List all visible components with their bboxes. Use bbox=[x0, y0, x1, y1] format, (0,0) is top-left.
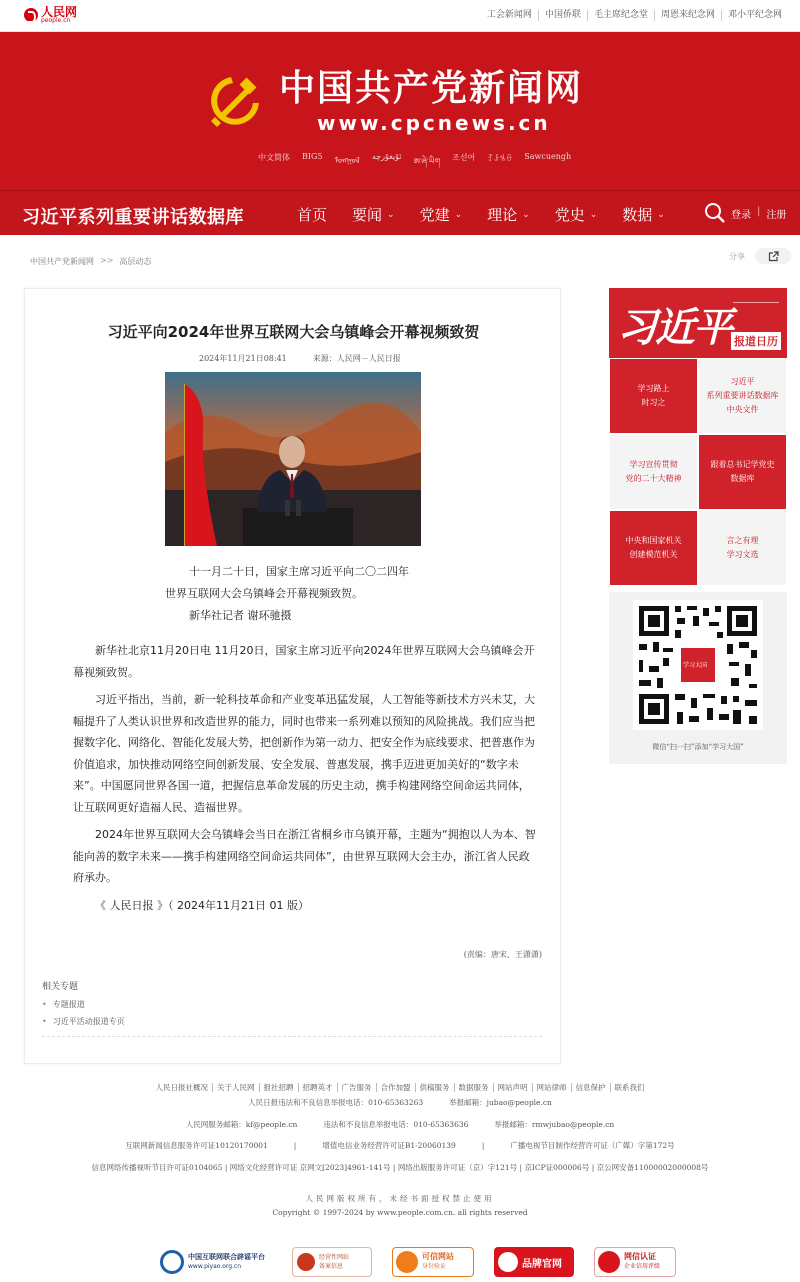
search-icon[interactable] bbox=[704, 202, 726, 224]
sidebar-tile[interactable] bbox=[698, 510, 787, 586]
sidebar-tile[interactable] bbox=[698, 434, 787, 510]
tile-line: 时习之 bbox=[641, 398, 666, 407]
nav-item-label: 首页 bbox=[297, 206, 328, 224]
share-area bbox=[729, 248, 791, 264]
rumor-platform-badge[interactable] bbox=[160, 1247, 272, 1277]
footer-link[interactable]: 联系我们 bbox=[610, 1083, 649, 1092]
tile-line: 中央和国家机关 bbox=[625, 536, 682, 545]
copyright-notice: 人民网版权所有，未经书面授权禁止使用 bbox=[305, 1194, 495, 1203]
language-link[interactable]: Sawcuengh bbox=[524, 152, 572, 161]
license[interactable]: 增值电信业务经营许可证B1-20060139 bbox=[322, 1141, 456, 1150]
breadcrumb bbox=[30, 256, 151, 267]
article-paragraph: 新华社北京11月20日电 11月20日，国家主席习近平向2024年世界互联网大会乌镇峰会开幕视频致贺。 bbox=[73, 644, 535, 679]
qr-center-label: 学习大国 bbox=[683, 662, 708, 669]
people-logo-icon bbox=[24, 8, 38, 22]
breadcrumb-section[interactable]: 高层动态 bbox=[119, 257, 152, 266]
footer-link[interactable]: 信息保护 bbox=[571, 1083, 610, 1092]
footer-link[interactable]: 合作加盟 bbox=[376, 1083, 415, 1092]
report-phone: 人民日报违法和不良信息举报电话：010-65363263 bbox=[248, 1098, 424, 1107]
cyber-cert-icon bbox=[598, 1251, 620, 1273]
nav-item-label: 理论 bbox=[487, 206, 518, 224]
site-footer bbox=[0, 1078, 800, 1220]
nav-item-label: 要闻 bbox=[352, 206, 383, 224]
nav-item-label: 党史 bbox=[554, 206, 585, 224]
tile-line: 学习路上 bbox=[637, 384, 670, 393]
language-link[interactable]: BIG5 bbox=[302, 152, 323, 161]
language-link[interactable]: ꆈꌠꁱꂷ bbox=[487, 154, 513, 163]
register-link[interactable]: 注册 bbox=[766, 210, 787, 221]
sidebar-tile[interactable] bbox=[609, 434, 698, 510]
footer-link[interactable]: 供稿服务 bbox=[415, 1083, 454, 1092]
tile-line: 系列重要讲话数据库 bbox=[706, 391, 779, 400]
article-paragraph: 2024年世界互联网大会乌镇峰会当日在浙江省桐乡市乌镇开幕，主题为“拥抱以人为本、智能向善的数字未来——携手构建网络空间命运共同体”，由世界互联网大会主办，浙江省人民政府承办。 bbox=[73, 828, 536, 884]
copyright-line: Copyright © 1997-2024 by www.people.com.cn. all rights reserved bbox=[272, 1208, 528, 1217]
article-reference: 《 人民日报 》（ 2024年11月21日 01 版） bbox=[95, 898, 309, 912]
banner-decoration bbox=[733, 302, 779, 328]
trusted-site-icon bbox=[396, 1251, 418, 1273]
license[interactable]: 京ICP证000006号 bbox=[524, 1162, 590, 1172]
footer-link[interactable]: 广告服务 bbox=[337, 1083, 376, 1092]
related-link[interactable]: • 习近平活动报道专页 bbox=[42, 1013, 542, 1030]
sidebar-tile[interactable] bbox=[609, 358, 698, 434]
qr-code-box bbox=[609, 592, 787, 764]
language-link[interactable]: ཨ་ཞེ་ཡིག bbox=[413, 157, 441, 166]
tile-line: 党的二十大精神 bbox=[625, 474, 682, 483]
badge-text: 中国互联网联合辟谣平台 bbox=[188, 1253, 265, 1261]
sidebar-grid bbox=[609, 358, 787, 586]
language-link[interactable]: ᠮᠣᠩᠭᠣᠯ bbox=[334, 156, 360, 165]
brand-site-badge[interactable] bbox=[494, 1247, 574, 1277]
article-title: 习近平向2024年世界互联网大会乌镇峰会开幕视频致贺 bbox=[107, 323, 480, 341]
people-logo-domain: people.cn bbox=[41, 17, 71, 24]
site-banner bbox=[0, 32, 800, 190]
service-email[interactable]: 人民网服务邮箱：kf@people.cn bbox=[185, 1119, 298, 1129]
article-date: 2024年11月21日08:41 bbox=[199, 354, 287, 363]
badge-text: 经营性网站 bbox=[319, 1254, 350, 1261]
footer-license-line: 信息网络传播视听节目许可证0104065 | 网络文化经营许可证 京网文[2023]4961-141号 | 网络出版服务许可证（京）字121号 | 京ICP证000006号 | 京公网安备11000002000008号 bbox=[91, 1162, 709, 1172]
license[interactable]: 互联网新闻信息服务许可证10120170001 bbox=[125, 1141, 268, 1150]
cyber-cert-badge[interactable] bbox=[594, 1247, 676, 1277]
share-icon bbox=[768, 251, 779, 262]
footer-report-line bbox=[0, 1092, 800, 1114]
site-title[interactable]: 中国共产党新闻网 bbox=[279, 68, 584, 109]
footer-service-line bbox=[0, 1114, 800, 1136]
top-link[interactable]: 工会新闻网 bbox=[486, 10, 532, 20]
tile-line: 数据库 bbox=[730, 474, 755, 483]
share-button[interactable] bbox=[755, 248, 791, 264]
top-link[interactable]: 中国侨联 bbox=[538, 10, 587, 21]
article-body bbox=[73, 640, 539, 922]
top-links bbox=[481, 10, 788, 21]
banner-calligraphy: 习近平 bbox=[617, 304, 731, 351]
article-meta bbox=[199, 353, 401, 364]
database-title[interactable]: 习近平系列重要讲话数据库 bbox=[22, 207, 244, 228]
party-emblem-icon bbox=[205, 69, 265, 129]
nav-item-party-building[interactable] bbox=[420, 204, 463, 225]
login-link[interactable]: 登录 bbox=[731, 210, 751, 221]
badge-text: 身份验证 bbox=[422, 1263, 447, 1270]
police-shield-icon bbox=[297, 1253, 315, 1271]
nav-item-news[interactable] bbox=[352, 204, 395, 225]
chevron-down-icon: ⌄ bbox=[387, 209, 395, 220]
qr-code[interactable] bbox=[633, 600, 763, 730]
footer-link[interactable]: 网站律师 bbox=[532, 1083, 571, 1092]
nav-item-party-history[interactable] bbox=[555, 204, 598, 225]
related-topics bbox=[42, 979, 542, 1037]
business-site-badge[interactable] bbox=[292, 1247, 372, 1277]
language-link[interactable]: 조선어 bbox=[452, 153, 476, 162]
report-phone-2: 违法和不良信息举报电话：010-65363636 bbox=[323, 1119, 469, 1129]
language-switcher bbox=[258, 152, 583, 175]
language-link[interactable]: 中文简体 bbox=[258, 153, 290, 162]
report-email-2[interactable]: 举报邮箱：rmwjubao@people.cn bbox=[494, 1119, 615, 1129]
license[interactable]: 京公网安备11000002000008号 bbox=[596, 1162, 709, 1172]
qr-caption: 微信“扫一扫”添加“学习大国” bbox=[652, 743, 744, 751]
badge-url: www.piyao.org.cn bbox=[188, 1263, 242, 1270]
article-source[interactable]: 来源：人民网－人民日报 bbox=[312, 354, 401, 363]
footer-link[interactable]: 招聘英才 bbox=[298, 1083, 337, 1092]
license[interactable]: 信息网络传播视听节目许可证0104065 bbox=[91, 1162, 223, 1172]
nav-item-data[interactable] bbox=[622, 204, 665, 225]
footer-links bbox=[0, 1078, 800, 1092]
footer-link[interactable]: 数据服务 bbox=[454, 1083, 493, 1092]
tile-line: 言之有理 bbox=[726, 536, 759, 545]
rumor-platform-icon bbox=[160, 1250, 184, 1274]
share-label: 分享 bbox=[729, 251, 745, 261]
site-url: www.cpcnews.cn bbox=[317, 111, 551, 135]
related-title: 相关专题 bbox=[42, 982, 79, 992]
chevron-down-icon: ⌄ bbox=[657, 209, 665, 220]
badge-text: 可信网站 bbox=[422, 1252, 454, 1261]
sidebar-tile[interactable] bbox=[698, 358, 787, 434]
nav-item-theory[interactable] bbox=[487, 204, 530, 225]
top-link[interactable]: 毛主席纪念堂 bbox=[587, 10, 654, 21]
chevron-down-icon: ⌄ bbox=[522, 209, 530, 220]
caption-line: 世界互联网大会乌镇峰会开幕视频致贺。 bbox=[165, 587, 363, 600]
people-logo[interactable] bbox=[24, 6, 77, 24]
badge-text: 品牌官网 bbox=[522, 1258, 562, 1270]
certified-seal-icon bbox=[498, 1252, 518, 1272]
tile-line: 习近平 bbox=[730, 377, 755, 386]
tile-line: 创建模范机关 bbox=[629, 550, 678, 559]
chevron-down-icon: ⌄ bbox=[589, 209, 598, 220]
license[interactable]: 网络出版服务许可证（京）字121号 bbox=[397, 1162, 518, 1172]
breadcrumb-home[interactable]: 中国共产党新闻网 bbox=[30, 257, 94, 266]
photo-caption bbox=[165, 561, 435, 627]
tile-line: 学习文选 bbox=[726, 550, 759, 559]
chevron-down-icon: ⌄ bbox=[454, 209, 463, 220]
license[interactable]: 广播电视节目制作经营许可证（广媒）字第172号 bbox=[510, 1141, 675, 1150]
caption-line: 十一月二十日，国家主席习近平向二〇二四年 bbox=[189, 565, 409, 578]
article-box bbox=[24, 288, 561, 1064]
top-link[interactable]: 邓小平纪念网 bbox=[721, 10, 788, 21]
footer-link[interactable]: 关于人民网 bbox=[212, 1083, 259, 1092]
caption-credit: 新华社记者 谢环驰摄 bbox=[189, 609, 292, 622]
footer-link[interactable]: 人民日报社概况 bbox=[155, 1083, 208, 1092]
nav-item-home[interactable] bbox=[297, 204, 327, 225]
tile-line: 中央文件 bbox=[726, 405, 759, 414]
article-editor: (责编：唐宋、王潇潇) bbox=[463, 950, 542, 959]
top-bar bbox=[0, 0, 800, 32]
top-link[interactable]: 周恩来纪念网 bbox=[654, 10, 721, 21]
sidebar-tile[interactable] bbox=[609, 510, 698, 586]
trusted-site-badge[interactable] bbox=[392, 1247, 474, 1277]
badge-text: 企业信用评级 bbox=[624, 1263, 661, 1270]
report-email[interactable]: 举报邮箱：jubao@people.cn bbox=[449, 1098, 552, 1107]
main-nav bbox=[0, 190, 800, 235]
trust-badges bbox=[160, 1247, 696, 1277]
footer-link[interactable]: 网站声明 bbox=[493, 1083, 532, 1092]
tile-line: 跟着总书记学党史 bbox=[710, 460, 775, 469]
badge-text: 备案信息 bbox=[319, 1263, 344, 1270]
footer-license-line: 互联网新闻信息服务许可证10120170001 | 增值电信业务经营许可证B1-20060139 | 广播电视节目制作经营许可证（广媒）字第172号 bbox=[125, 1141, 675, 1150]
breadcrumb-separator: >> bbox=[100, 256, 114, 265]
report-calendar-banner[interactable] bbox=[609, 288, 787, 358]
nav-item-label: 数据 bbox=[622, 206, 653, 224]
article-photo bbox=[165, 372, 421, 546]
badge-text: 网信认证 bbox=[624, 1252, 656, 1261]
banner-tag: 报道日历 bbox=[731, 332, 781, 350]
language-link[interactable]: ئۇيغۇرچە bbox=[371, 152, 402, 161]
related-link[interactable]: • 专题报道 bbox=[42, 996, 542, 1013]
people-logo-text: 人民网 bbox=[41, 5, 78, 19]
divider: | bbox=[757, 206, 761, 217]
article-paragraph: 习近平指出，当前，新一轮科技革命和产业变革迅猛发展，人工智能等新技术方兴未艾，大幅提升了人类认识世界和改造世界的能力，同时也带来一系列难以预知的风险挑战。我们应当把握数字化、网络化、智能化发展大势，把创新作为第一动力、把安全作为底线要求、把普惠作为价值追求，加快推动网络空间创新发展、安全发展、普惠发展，携手迈进更加美好的“数字未来”。中国愿同世界各国一道，把握信息革命发展的历史主动，携手构建网络空间命运共同体，让互联网更好造福人民、造福世界。 bbox=[73, 693, 535, 814]
tile-line: 学习宣传贯彻 bbox=[629, 460, 678, 469]
license[interactable]: 网络文化经营许可证 京网文[2023]4961-141号 bbox=[229, 1162, 391, 1172]
nav-item-label: 党建 bbox=[419, 206, 450, 224]
footer-link[interactable]: 报社招聘 bbox=[259, 1083, 298, 1092]
